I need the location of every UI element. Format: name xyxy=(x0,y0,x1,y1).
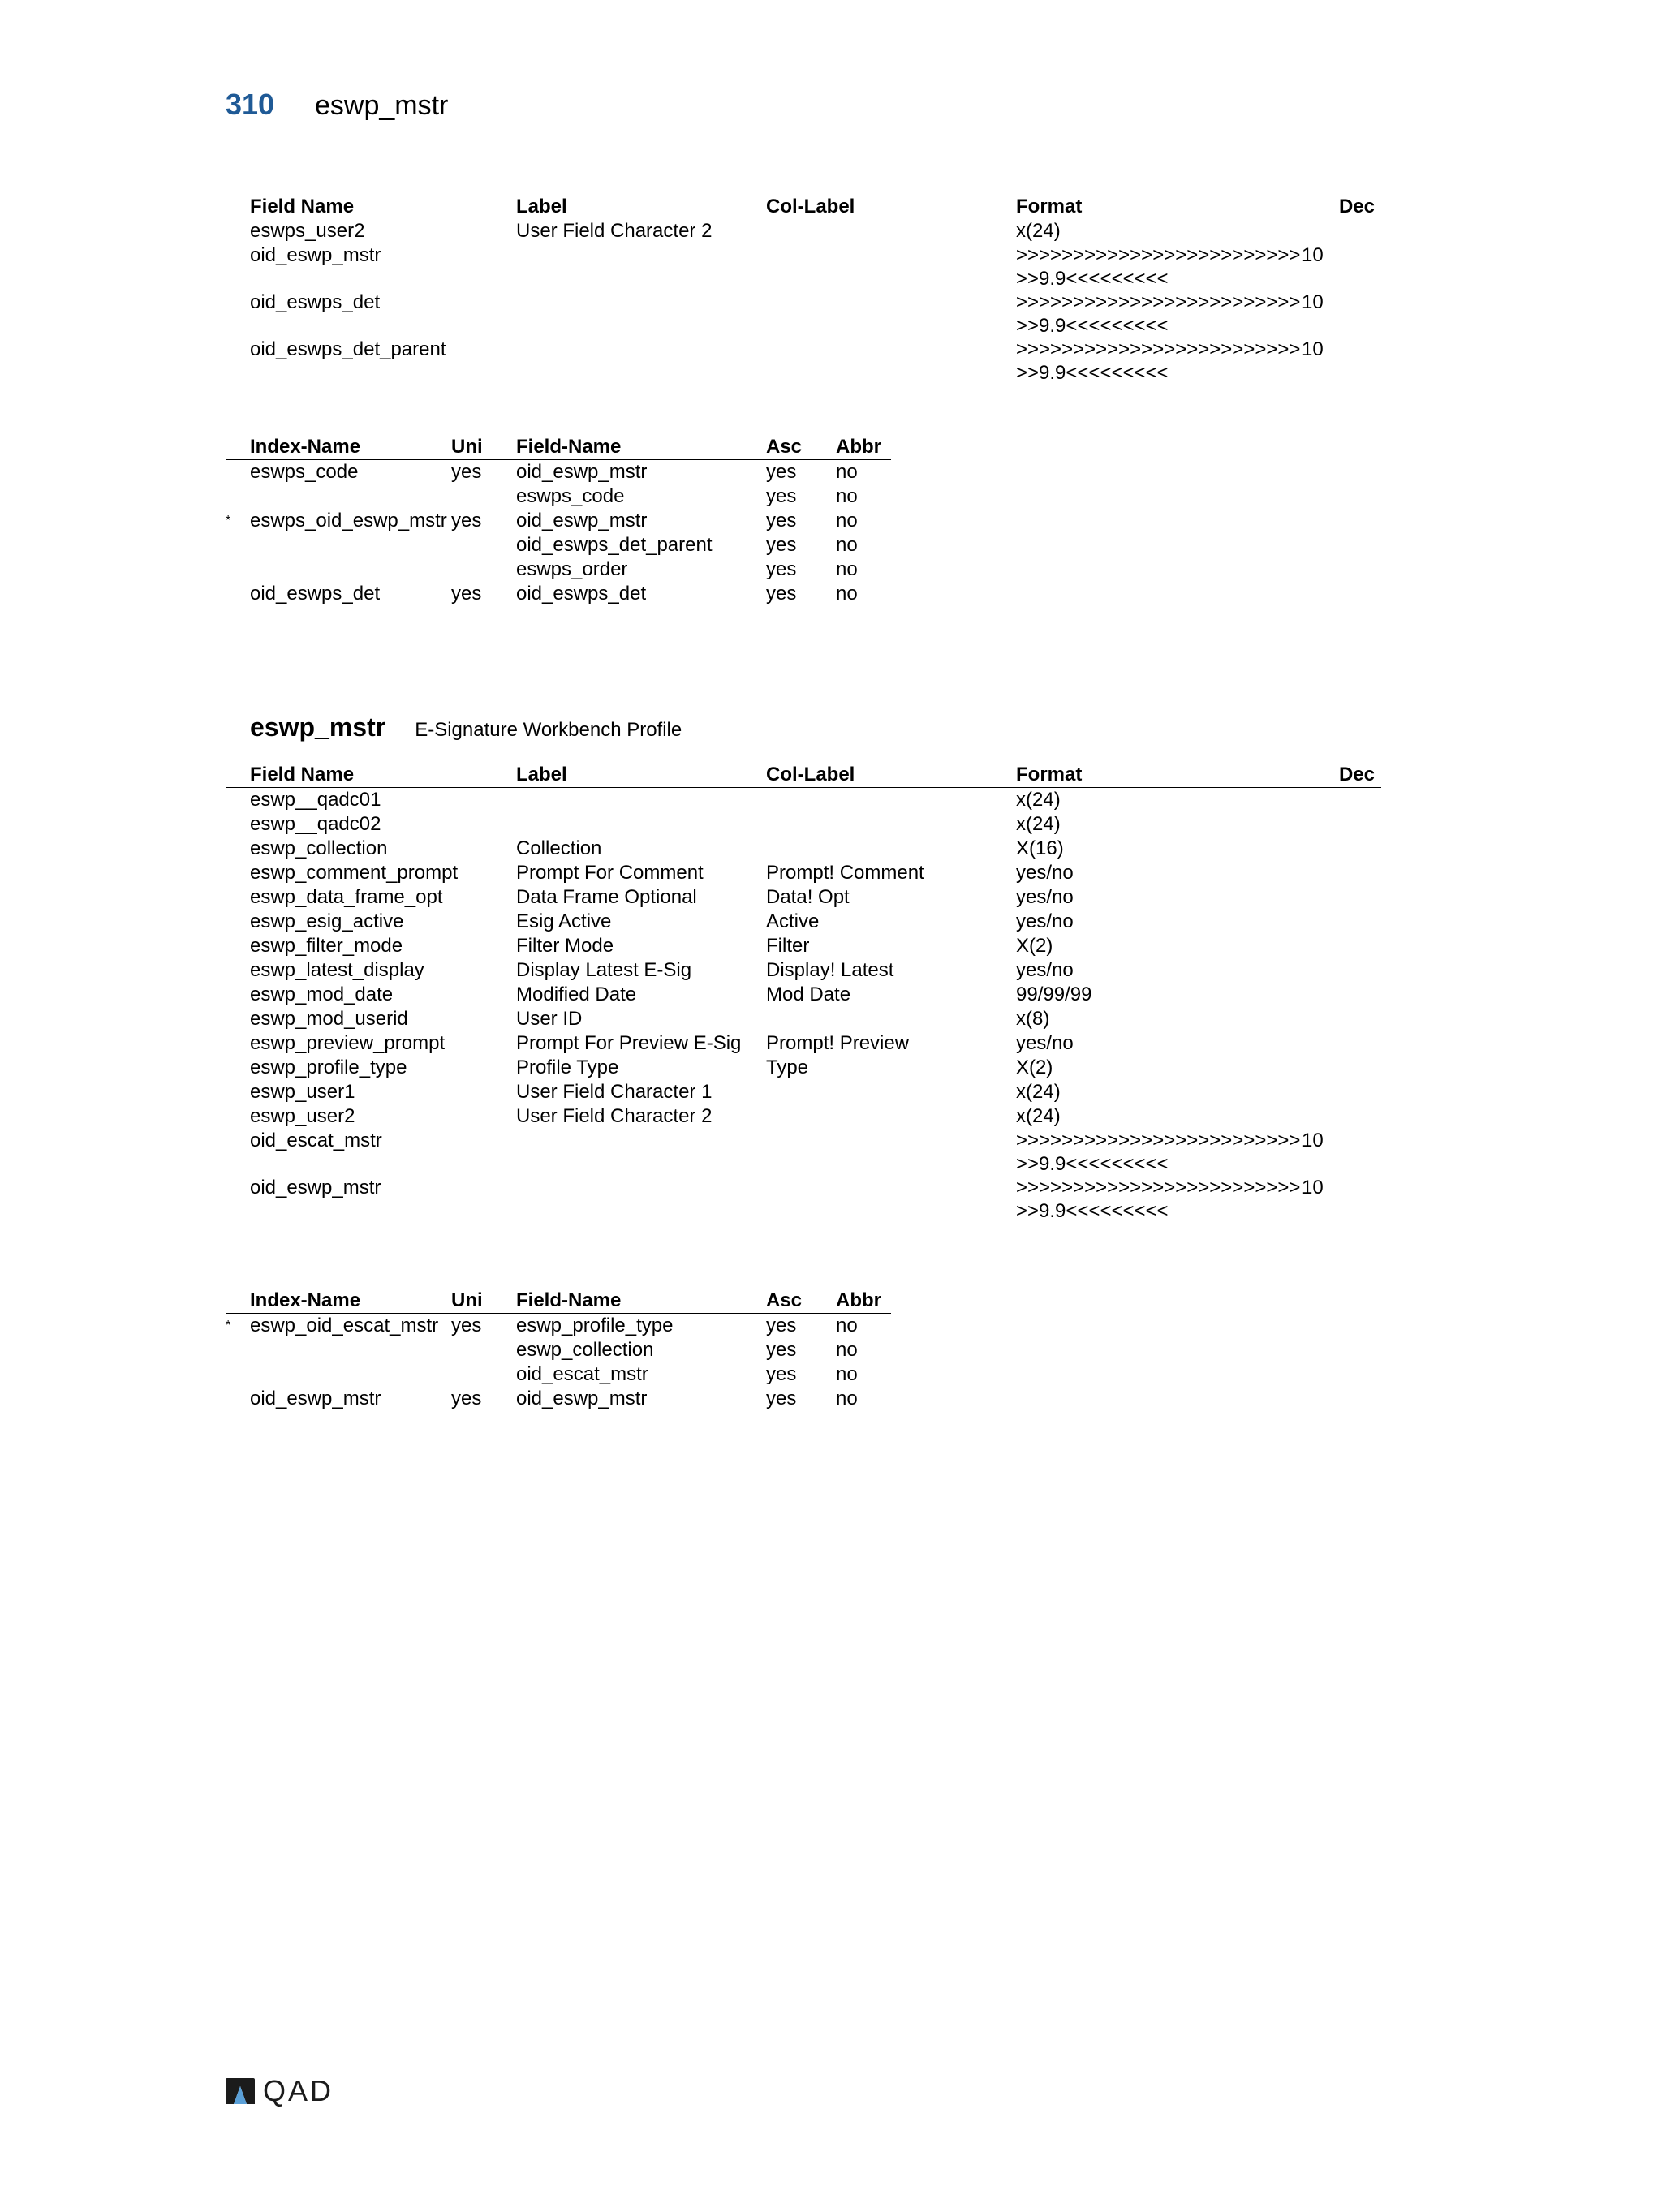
page-title: eswp_mstr xyxy=(315,90,449,121)
asc-cell: yes xyxy=(766,1388,797,1409)
table-row xyxy=(226,812,1381,837)
field-name-cell: eswp_mod_userid xyxy=(250,1008,408,1030)
index-name-cell xyxy=(250,1338,451,1362)
col-label-cell xyxy=(766,290,1016,338)
asc-cell: yes xyxy=(766,583,797,605)
asc-cell: yes xyxy=(766,1339,797,1361)
format-cell: yes/no xyxy=(1016,1032,1074,1054)
row-marker: * xyxy=(226,1319,231,1332)
dec-cell xyxy=(1302,1007,1381,1031)
table-row xyxy=(226,934,1381,958)
index-name-cell: eswps_oid_eswp_mstr xyxy=(250,510,447,531)
col-label-cell xyxy=(766,243,1016,290)
index-name-cell: eswp_oid_escat_mstr xyxy=(250,1315,439,1336)
qad-logo-icon xyxy=(224,2076,256,2106)
table-row xyxy=(226,1007,1381,1031)
col-col-label: Col-Label xyxy=(766,763,1016,788)
format-cell: >>>>>>>>>>>>>>>>>>>>>>>>>>>9.9<<<<<<<<< xyxy=(1016,1130,1301,1175)
field-name-cell: eswp__qadc01 xyxy=(250,789,381,811)
dec-cell xyxy=(1302,934,1381,958)
col-abbr: Abbr xyxy=(836,1289,891,1314)
label-cell: User Field Character 1 xyxy=(516,1081,713,1103)
row-marker xyxy=(226,788,250,813)
dec-cell xyxy=(1302,788,1381,813)
uni-cell: yes xyxy=(451,583,482,605)
abbr-cell: no xyxy=(836,1363,858,1385)
dec-cell: 10 xyxy=(1302,244,1324,266)
col-abbr: Abbr xyxy=(836,435,891,460)
field-name-cell: oid_eswp_mstr xyxy=(516,510,648,531)
label-cell: User Field Character 2 xyxy=(516,220,713,242)
col-label-cell: Active xyxy=(766,910,820,932)
asc-cell: yes xyxy=(766,485,797,507)
row-marker xyxy=(226,338,250,385)
table-row xyxy=(226,243,1375,290)
uni-cell xyxy=(451,557,516,582)
table-header-row xyxy=(226,195,1375,219)
label-cell: Collection xyxy=(516,837,602,859)
label-cell xyxy=(516,338,766,385)
table-row xyxy=(226,861,1381,885)
index-name-cell xyxy=(250,484,451,509)
table-header-row xyxy=(226,1289,891,1314)
abbr-cell: no xyxy=(836,485,858,507)
asc-cell: yes xyxy=(766,534,797,556)
label-cell: Prompt For Comment xyxy=(516,862,704,884)
col-label-cell: Prompt! Preview xyxy=(766,1032,910,1054)
row-marker xyxy=(226,1176,250,1223)
abbr-cell: no xyxy=(836,583,858,605)
field-name-cell: oid_escat_mstr xyxy=(250,1130,382,1151)
col-label-cell: Filter xyxy=(766,935,810,957)
qad-logo-text: QAD xyxy=(263,2074,334,2107)
table-row xyxy=(226,533,891,557)
table-row xyxy=(226,837,1381,861)
table-row xyxy=(226,1104,1381,1129)
abbr-cell: no xyxy=(836,1339,858,1361)
table-row xyxy=(226,1387,891,1411)
format-cell: yes/no xyxy=(1016,886,1074,908)
field-name-cell: eswps_order xyxy=(516,558,628,580)
abbr-cell: no xyxy=(836,1315,858,1336)
row-marker xyxy=(226,290,250,338)
index-name-cell xyxy=(250,557,451,582)
continued-index-table xyxy=(226,435,891,606)
row-marker xyxy=(226,243,250,290)
col-uni: Uni xyxy=(451,1289,516,1314)
row-marker xyxy=(226,1007,250,1031)
field-name-cell: oid_eswp_mstr xyxy=(516,1388,648,1409)
field-name-cell: eswp_mod_date xyxy=(250,983,394,1005)
uni-cell: yes xyxy=(451,1388,482,1409)
abbr-cell: no xyxy=(836,461,858,483)
index-name-cell xyxy=(250,533,451,557)
format-cell: >>>>>>>>>>>>>>>>>>>>>>>>>>>9.9<<<<<<<<< xyxy=(1016,244,1301,290)
table-row xyxy=(226,1362,891,1387)
uni-cell: yes xyxy=(451,510,482,531)
col-field-name: Field-Name xyxy=(516,1289,766,1314)
col-label-cell xyxy=(766,788,1016,813)
format-cell: >>>>>>>>>>>>>>>>>>>>>>>>>>>9.9<<<<<<<<< xyxy=(1016,338,1301,384)
col-dec: Dec xyxy=(1338,196,1375,217)
col-label: Label xyxy=(516,196,567,217)
label-cell xyxy=(516,812,766,837)
row-marker xyxy=(226,1031,250,1056)
col-label-cell: Display! Latest xyxy=(766,959,894,981)
format-cell: x(8) xyxy=(1016,1008,1050,1030)
field-name-cell: eswp_data_frame_opt xyxy=(250,886,443,908)
dec-cell xyxy=(1302,983,1381,1007)
row-marker xyxy=(226,934,250,958)
col-label-cell: Data! Opt xyxy=(766,886,850,908)
col-field-name: Field Name xyxy=(250,763,516,788)
field-name-cell: oid_eswp_mstr xyxy=(250,1177,381,1199)
dec-cell xyxy=(1302,958,1381,983)
index-name-cell: oid_eswp_mstr xyxy=(250,1388,381,1409)
table-section-heading xyxy=(250,712,682,742)
table-row xyxy=(226,910,1381,934)
label-cell xyxy=(516,788,766,813)
qad-logo xyxy=(224,2074,334,2108)
field-name-cell: eswp_preview_prompt xyxy=(250,1032,446,1054)
format-cell: X(2) xyxy=(1016,935,1053,957)
col-label: Label xyxy=(516,763,766,788)
row-marker xyxy=(226,910,250,934)
format-cell: X(2) xyxy=(1016,1057,1053,1078)
field-name-cell: oid_eswp_mstr xyxy=(516,461,648,483)
row-marker xyxy=(226,582,250,606)
field-name-cell: oid_eswps_det_parent xyxy=(250,338,446,360)
page-header xyxy=(226,88,448,128)
field-name-cell: oid_eswps_det xyxy=(516,583,647,605)
label-cell xyxy=(516,290,766,338)
row-marker xyxy=(226,1080,250,1104)
dec-cell xyxy=(1302,1104,1381,1129)
label-cell: Display Latest E-Sig xyxy=(516,959,692,981)
row-marker xyxy=(226,219,250,243)
asc-cell: yes xyxy=(766,1315,797,1336)
index-name-cell: eswps_code xyxy=(250,461,359,483)
abbr-cell: no xyxy=(836,534,858,556)
label-cell xyxy=(516,243,766,290)
field-name-cell: eswp_filter_mode xyxy=(250,935,403,957)
col-label-cell xyxy=(766,1007,1016,1031)
field-name-cell: eswp_profile_type xyxy=(250,1057,407,1078)
format-cell: yes/no xyxy=(1016,959,1074,981)
format-cell: x(24) xyxy=(1016,813,1061,835)
row-marker xyxy=(226,1362,250,1387)
row-marker xyxy=(226,837,250,861)
format-cell: x(24) xyxy=(1016,789,1061,811)
row-marker xyxy=(226,1129,250,1176)
col-asc: Asc xyxy=(766,435,836,460)
col-format: Format xyxy=(1016,763,1302,788)
table-name: eswp_mstr xyxy=(250,712,386,742)
dec-cell xyxy=(1302,219,1375,243)
table-row xyxy=(226,1056,1381,1080)
col-label-cell xyxy=(766,1104,1016,1129)
label-cell xyxy=(516,1176,766,1223)
col-index-name: Index-Name xyxy=(250,435,451,460)
row-marker xyxy=(226,1338,250,1362)
field-name-cell: eswp_collection xyxy=(516,1339,654,1361)
field-table xyxy=(226,763,1381,1223)
field-name-cell: eswp_user2 xyxy=(250,1105,355,1127)
format-cell: yes/no xyxy=(1016,910,1074,932)
label-cell xyxy=(516,1129,766,1176)
dec-cell xyxy=(1302,1080,1381,1104)
col-field-name: Field Name xyxy=(250,196,355,217)
table-row xyxy=(226,290,1375,338)
col-dec: Dec xyxy=(1302,763,1381,788)
col-uni: Uni xyxy=(451,435,516,460)
dec-cell xyxy=(1302,910,1381,934)
col-col-label: Col-Label xyxy=(766,196,855,217)
field-name-cell: oid_eswp_mstr xyxy=(250,244,381,266)
row-marker xyxy=(226,557,250,582)
row-marker xyxy=(226,484,250,509)
label-cell: Filter Mode xyxy=(516,935,614,957)
format-cell: X(16) xyxy=(1016,837,1064,859)
field-name-cell: eswps_code xyxy=(516,485,625,507)
dec-cell xyxy=(1302,861,1381,885)
format-cell: x(24) xyxy=(1016,220,1061,242)
col-format: Format xyxy=(1016,196,1083,217)
row-marker xyxy=(226,460,250,485)
field-name-cell: eswp_latest_display xyxy=(250,959,424,981)
label-cell: User Field Character 2 xyxy=(516,1105,713,1127)
field-name-cell: eswp_collection xyxy=(250,837,388,859)
table-row xyxy=(226,338,1375,385)
label-cell: User ID xyxy=(516,1008,583,1030)
field-name-cell: eswp__qadc02 xyxy=(250,813,381,835)
table-row xyxy=(226,1080,1381,1104)
format-cell: >>>>>>>>>>>>>>>>>>>>>>>>>>>9.9<<<<<<<<< xyxy=(1016,1177,1301,1222)
table-row xyxy=(226,1314,891,1339)
table-row xyxy=(226,1129,1381,1176)
index-name-cell: oid_eswps_det xyxy=(250,583,381,605)
table-row xyxy=(226,509,891,533)
format-cell: x(24) xyxy=(1016,1105,1061,1127)
dec-cell: 10 xyxy=(1302,1130,1324,1151)
table-description: E-Signature Workbench Profile xyxy=(415,719,682,741)
table-row xyxy=(226,1176,1381,1223)
row-marker xyxy=(226,533,250,557)
dec-cell xyxy=(1302,812,1381,837)
format-cell: yes/no xyxy=(1016,862,1074,884)
row-marker xyxy=(226,812,250,837)
field-name-cell: eswps_user2 xyxy=(250,220,365,242)
dec-cell: 10 xyxy=(1302,338,1324,360)
col-label-cell: Mod Date xyxy=(766,983,851,1005)
field-name-cell: eswp_user1 xyxy=(250,1081,355,1103)
col-index-name: Index-Name xyxy=(250,1289,451,1314)
col-label-cell xyxy=(766,1176,1016,1223)
field-name-cell: oid_escat_mstr xyxy=(516,1363,648,1385)
col-label-cell xyxy=(766,812,1016,837)
col-label-cell: Prompt! Comment xyxy=(766,862,924,884)
col-label-cell xyxy=(766,837,1016,861)
col-label-cell xyxy=(766,1129,1016,1176)
uni-cell xyxy=(451,1338,516,1362)
table-header-row xyxy=(226,435,891,460)
table-row xyxy=(226,1338,891,1362)
table-header-row xyxy=(226,763,1381,788)
dec-cell xyxy=(1302,1031,1381,1056)
row-marker xyxy=(226,1387,250,1411)
field-name-cell: eswp_profile_type xyxy=(516,1315,674,1336)
table-row xyxy=(226,983,1381,1007)
format-cell: 99/99/99 xyxy=(1016,983,1092,1005)
uni-cell: yes xyxy=(451,1315,482,1336)
row-marker xyxy=(226,983,250,1007)
col-label-cell xyxy=(766,219,1016,243)
page-number: 310 xyxy=(226,88,275,121)
field-name-cell: oid_eswps_det_parent xyxy=(516,534,713,556)
dec-cell: 10 xyxy=(1302,291,1324,313)
table-row xyxy=(226,885,1381,910)
label-cell: Esig Active xyxy=(516,910,612,932)
abbr-cell: no xyxy=(836,1388,858,1409)
col-label-cell: Type xyxy=(766,1057,809,1078)
row-marker: * xyxy=(226,514,231,527)
row-marker xyxy=(226,958,250,983)
table-row xyxy=(226,484,891,509)
index-table xyxy=(226,1289,891,1411)
asc-cell: yes xyxy=(766,558,797,580)
row-marker xyxy=(226,861,250,885)
table-row xyxy=(226,219,1375,243)
asc-cell: yes xyxy=(766,510,797,531)
uni-cell: yes xyxy=(451,461,482,483)
table-row xyxy=(226,958,1381,983)
format-cell: x(24) xyxy=(1016,1081,1061,1103)
label-cell: Modified Date xyxy=(516,983,637,1005)
uni-cell xyxy=(451,1362,516,1387)
field-name-cell: eswp_comment_prompt xyxy=(250,862,459,884)
asc-cell: yes xyxy=(766,461,797,483)
continued-field-table xyxy=(226,195,1375,385)
col-field-name: Field-Name xyxy=(516,435,766,460)
table-row xyxy=(226,1031,1381,1056)
col-asc: Asc xyxy=(766,1289,836,1314)
field-name-cell: eswp_esig_active xyxy=(250,910,404,932)
abbr-cell: no xyxy=(836,510,858,531)
col-label-cell xyxy=(766,338,1016,385)
format-cell: >>>>>>>>>>>>>>>>>>>>>>>>>>>9.9<<<<<<<<< xyxy=(1016,291,1301,337)
index-name-cell xyxy=(250,1362,451,1387)
asc-cell: yes xyxy=(766,1363,797,1385)
row-marker xyxy=(226,1104,250,1129)
uni-cell xyxy=(451,533,516,557)
row-marker xyxy=(226,885,250,910)
dec-cell: 10 xyxy=(1302,1177,1324,1199)
col-label-cell xyxy=(766,1080,1016,1104)
label-cell: Prompt For Preview E-Sig xyxy=(516,1032,742,1054)
abbr-cell: no xyxy=(836,558,858,580)
dec-cell xyxy=(1302,837,1381,861)
table-row xyxy=(226,557,891,582)
label-cell: Data Frame Optional xyxy=(516,886,697,908)
uni-cell xyxy=(451,484,516,509)
table-row xyxy=(226,460,891,485)
table-row xyxy=(226,788,1381,813)
dec-cell xyxy=(1302,1056,1381,1080)
row-marker xyxy=(226,1056,250,1080)
label-cell: Profile Type xyxy=(516,1057,619,1078)
dec-cell xyxy=(1302,885,1381,910)
field-name-cell: oid_eswps_det xyxy=(250,291,381,313)
table-row xyxy=(226,582,891,606)
